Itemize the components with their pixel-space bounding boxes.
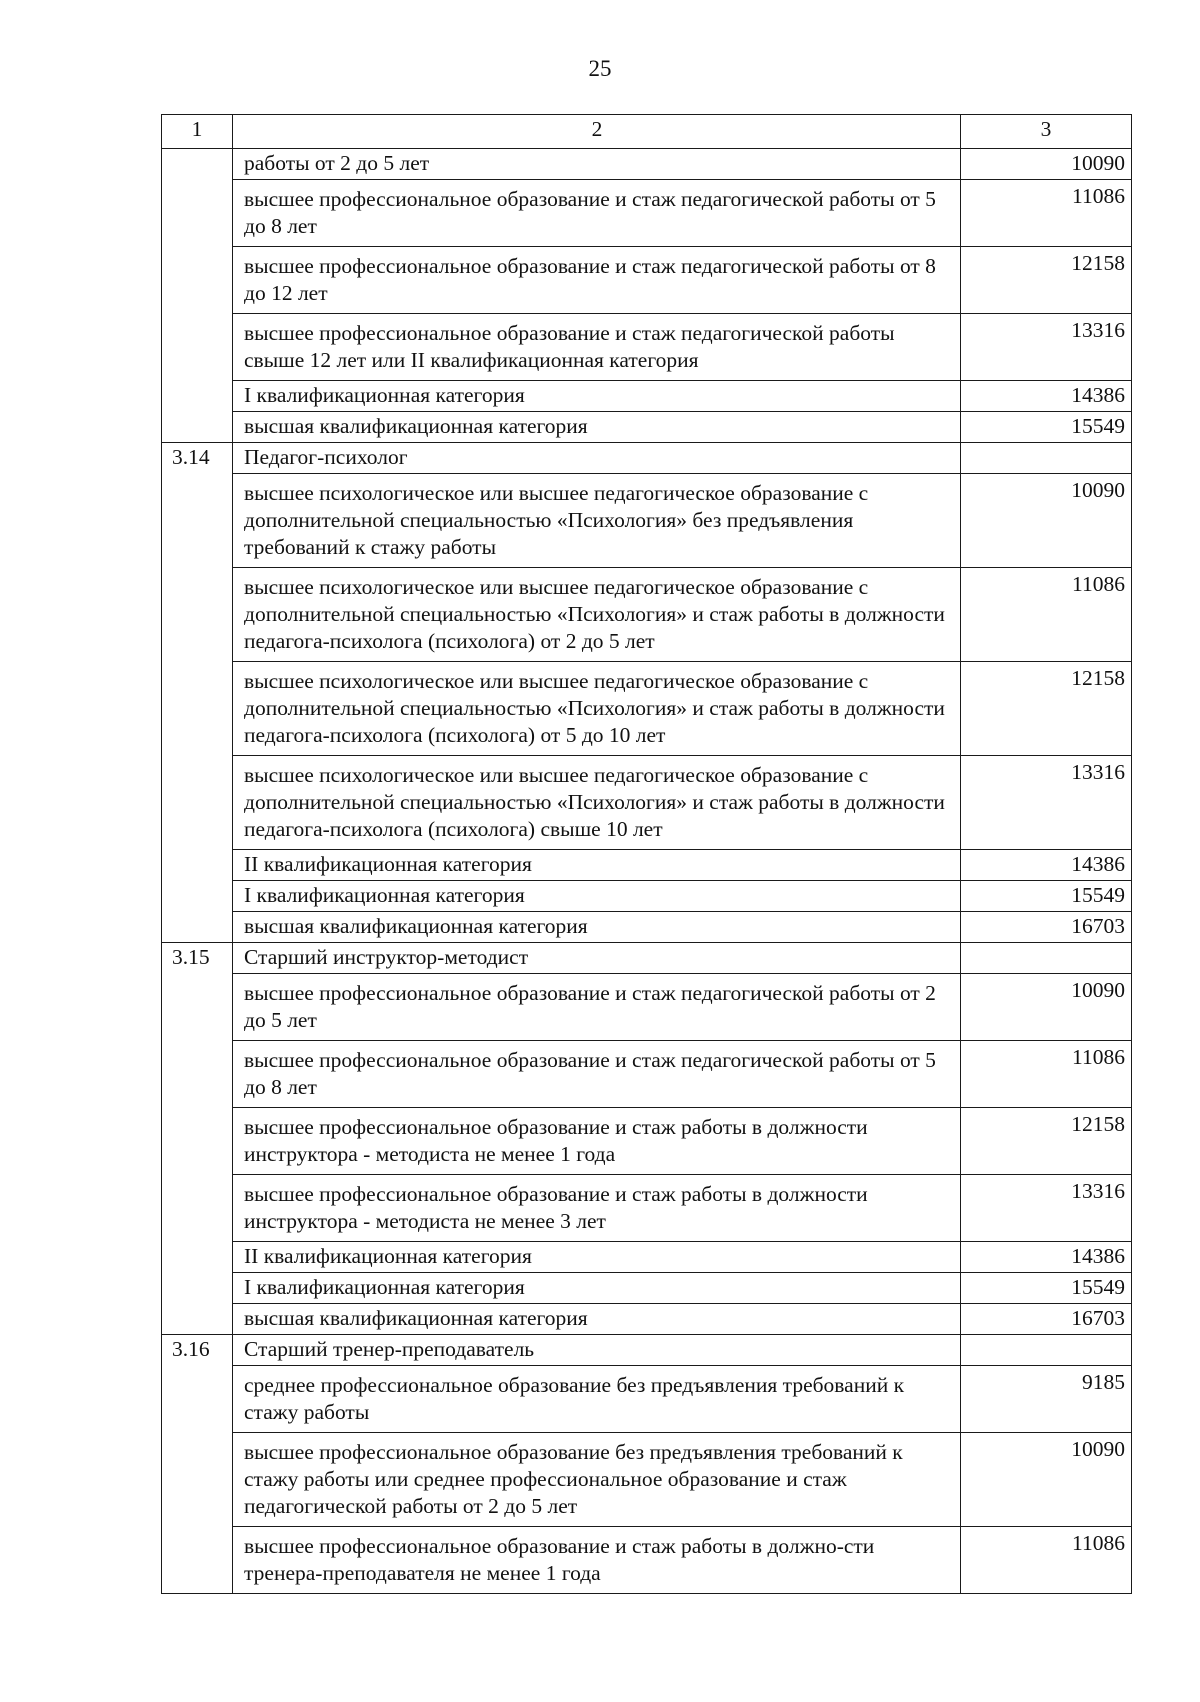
row-value: 10090 (961, 149, 1132, 180)
row-value: 12158 (961, 662, 1132, 756)
row-description: высшее профессиональное образование и стаж педагогической работы от 2 до 5 лет (233, 974, 961, 1041)
row-number (162, 974, 233, 1041)
table-header-row (162, 115, 1132, 149)
table-row (162, 1527, 1132, 1594)
row-description: высшая квалификационная категория (233, 1304, 961, 1335)
row-description: высшее профессиональное образование и стаж работы в должности инструктора - методиста не менее 1 года (233, 1108, 961, 1175)
row-number (162, 756, 233, 850)
row-number (162, 149, 233, 180)
table-row (162, 662, 1132, 756)
row-description: высшее психологическое или высшее педагогическое образование с дополнительной специальностью «Психология» и стаж работы в должности педагога-психолога (психолога) свыше 10 лет (233, 756, 961, 850)
table-row (162, 1108, 1132, 1175)
row-number (162, 1242, 233, 1273)
table-row (162, 756, 1132, 850)
row-value: 14386 (961, 850, 1132, 881)
row-description: I квалификационная категория (233, 1273, 961, 1304)
page-number: 25 (588, 56, 612, 81)
table-row (162, 180, 1132, 247)
row-number (162, 881, 233, 912)
row-number (162, 912, 233, 943)
row-value: 10090 (961, 474, 1132, 568)
row-value: 10090 (961, 974, 1132, 1041)
row-value: 11086 (961, 1527, 1132, 1594)
row-value: 14386 (961, 1242, 1132, 1273)
row-value: 13316 (961, 756, 1132, 850)
row-number (162, 1041, 233, 1108)
row-number: 3.15 (162, 943, 233, 974)
table-row (162, 1304, 1132, 1335)
table-row (162, 568, 1132, 662)
section-title: Старший тренер-преподаватель (233, 1335, 961, 1366)
row-value: 15549 (961, 881, 1132, 912)
row-description: среднее профессиональное образование без предъявления требований к стажу работы (233, 1366, 961, 1433)
table-row (162, 1273, 1132, 1304)
row-description: II квалификационная категория (233, 1242, 961, 1273)
row-value: 15549 (961, 1273, 1132, 1304)
row-value (961, 443, 1132, 474)
section-row (162, 943, 1132, 974)
row-description: высшее профессиональное образование и стаж педагогической работы от 8 до 12 лет (233, 247, 961, 314)
row-number (162, 314, 233, 381)
row-value: 9185 (961, 1366, 1132, 1433)
table-row (162, 1366, 1132, 1433)
table-row (162, 247, 1132, 314)
row-description: работы от 2 до 5 лет (233, 149, 961, 180)
row-value: 11086 (961, 568, 1132, 662)
table-row (162, 850, 1132, 881)
table-row (162, 912, 1132, 943)
row-description: II квалификационная категория (233, 850, 961, 881)
row-value: 15549 (961, 412, 1132, 443)
row-number (162, 180, 233, 247)
table-row (162, 474, 1132, 568)
table-row (162, 1175, 1132, 1242)
row-description: I квалификационная категория (233, 381, 961, 412)
row-description: высшее профессиональное образование и стаж работы в должности инструктора - методиста не менее 3 лет (233, 1175, 961, 1242)
row-value: 12158 (961, 1108, 1132, 1175)
row-description: высшее психологическое или высшее педагогическое образование с дополнительной специальностью «Психология» и стаж работы в должности педагога-психолога (психолога) от 5 до 10 лет (233, 662, 961, 756)
row-value: 13316 (961, 1175, 1132, 1242)
row-number (162, 1108, 233, 1175)
row-description: высшая квалификационная категория (233, 912, 961, 943)
section-title: Старший инструктор-методист (233, 943, 961, 974)
row-description: I квалификационная категория (233, 881, 961, 912)
row-value: 16703 (961, 1304, 1132, 1335)
column-header-1: 1 (162, 115, 233, 149)
column-header-3: 3 (961, 115, 1132, 149)
row-value: 11086 (961, 180, 1132, 247)
table-row (162, 314, 1132, 381)
row-description: высшее профессиональное образование и стаж педагогической работы от 5 до 8 лет (233, 1041, 961, 1108)
table-row (162, 381, 1132, 412)
row-number (162, 474, 233, 568)
table-row (162, 412, 1132, 443)
row-number (162, 1304, 233, 1335)
row-number (162, 1527, 233, 1594)
row-number: 3.14 (162, 443, 233, 474)
table-row (162, 149, 1132, 180)
row-value: 14386 (961, 381, 1132, 412)
row-value: 10090 (961, 1433, 1132, 1527)
row-value (961, 1335, 1132, 1366)
row-number (162, 1366, 233, 1433)
row-number (162, 381, 233, 412)
section-row (162, 443, 1132, 474)
row-number (162, 1175, 233, 1242)
row-description: высшая квалификационная категория (233, 412, 961, 443)
column-header-2: 2 (233, 115, 961, 149)
table-row (162, 974, 1132, 1041)
row-description: высшее профессиональное образование и стаж работы в должно-сти тренера-преподавателя не менее 1 года (233, 1527, 961, 1594)
salary-table (161, 114, 1132, 1594)
row-number (162, 662, 233, 756)
row-value: 16703 (961, 912, 1132, 943)
row-value (961, 943, 1132, 974)
table-row (162, 1433, 1132, 1527)
row-value: 11086 (961, 1041, 1132, 1108)
section-title: Педагог-психолог (233, 443, 961, 474)
table-row (162, 1041, 1132, 1108)
row-number (162, 247, 233, 314)
row-number (162, 850, 233, 881)
row-description: высшее профессиональное образование и стаж педагогической работы свыше 12 лет или II квалификационная категория (233, 314, 961, 381)
row-number (162, 1433, 233, 1527)
row-number (162, 412, 233, 443)
row-value: 13316 (961, 314, 1132, 381)
table-row (162, 1242, 1132, 1273)
row-number: 3.16 (162, 1335, 233, 1366)
section-row (162, 1335, 1132, 1366)
table-row (162, 881, 1132, 912)
row-description: высшее профессиональное образование и стаж педагогической работы от 5 до 8 лет (233, 180, 961, 247)
row-number (162, 1273, 233, 1304)
row-value: 12158 (961, 247, 1132, 314)
row-description: высшее психологическое или высшее педагогическое образование с дополнительной специальностью «Психология» без предъявления требований к стажу работы (233, 474, 961, 568)
row-description: высшее профессиональное образование без предъявления требований к стажу работы или среднее профессиональное образование и стаж педагогической работы от 2 до 5 лет (233, 1433, 961, 1527)
row-description: высшее психологическое или высшее педагогическое образование с дополнительной специальностью «Психология» и стаж работы в должности педагога-психолога (психолога) от 2 до 5 лет (233, 568, 961, 662)
row-number (162, 568, 233, 662)
